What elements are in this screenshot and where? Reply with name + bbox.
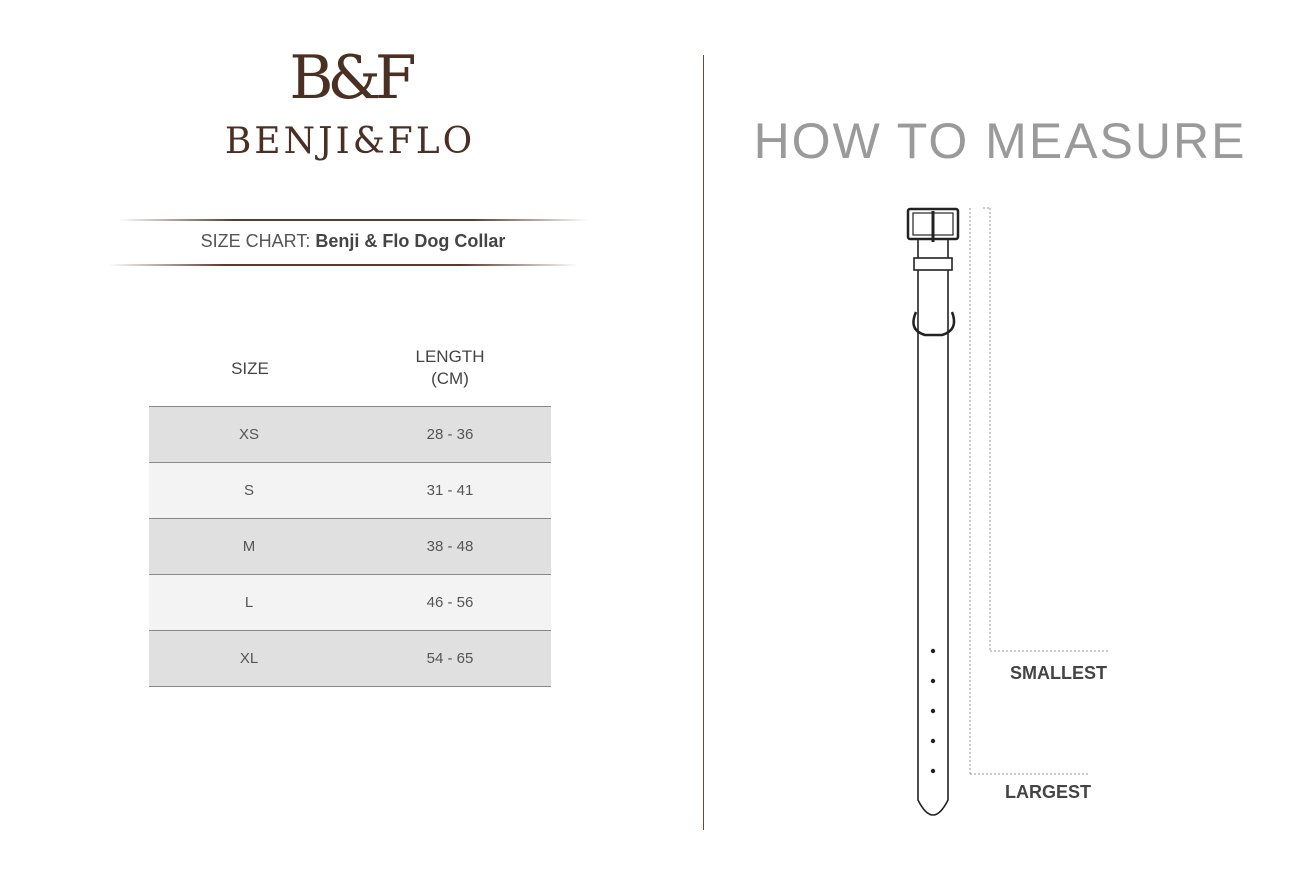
length-cell: 54 - 65 bbox=[426, 650, 474, 667]
banner-product: Benji & Flo Dog Collar bbox=[315, 231, 506, 251]
hole-icon bbox=[931, 739, 935, 743]
length-cell: 38 - 48 bbox=[426, 538, 474, 555]
hole-icon bbox=[931, 709, 935, 713]
table-row bbox=[149, 407, 551, 463]
smallest-label: SMALLEST bbox=[1010, 663, 1107, 683]
table-row bbox=[149, 575, 551, 631]
hole-icon bbox=[931, 769, 935, 773]
collar-illustration bbox=[880, 200, 1130, 830]
size-cell: S bbox=[243, 482, 254, 499]
length-cell: 46 - 56 bbox=[426, 594, 474, 611]
how-to-measure-title: HOW TO MEASURE bbox=[753, 113, 1247, 169]
size-cell: XS bbox=[238, 426, 259, 443]
header-size: SIZE bbox=[231, 359, 269, 378]
length-cell: 31 - 41 bbox=[426, 482, 474, 499]
size-cell: M bbox=[242, 538, 256, 555]
length-cell: 28 - 36 bbox=[426, 426, 474, 443]
table-row bbox=[149, 463, 551, 519]
banner-rule-top bbox=[118, 219, 588, 221]
header-length bbox=[390, 346, 510, 390]
size-cell: XL bbox=[239, 650, 259, 667]
banner-prefix: SIZE CHART: bbox=[200, 231, 316, 251]
hole-icon bbox=[931, 679, 935, 683]
brand-wordmark: BENJI&FLO bbox=[224, 121, 476, 162]
banner-rule-bottom bbox=[108, 264, 578, 266]
size-cell: L bbox=[244, 594, 254, 611]
largest-label: LARGEST bbox=[1005, 782, 1092, 802]
table-row bbox=[149, 519, 551, 575]
header-length-line1: LENGTH bbox=[415, 347, 485, 366]
size-chart-banner bbox=[108, 230, 598, 252]
vertical-divider bbox=[703, 55, 704, 830]
table-row bbox=[149, 631, 551, 687]
strap-icon bbox=[918, 240, 948, 815]
size-table bbox=[149, 406, 551, 687]
header-length-line2: (CM) bbox=[431, 369, 469, 388]
hole-icon bbox=[931, 649, 935, 653]
brand-monogram: B&F bbox=[289, 43, 411, 113]
keeper-loop-icon bbox=[914, 258, 952, 270]
